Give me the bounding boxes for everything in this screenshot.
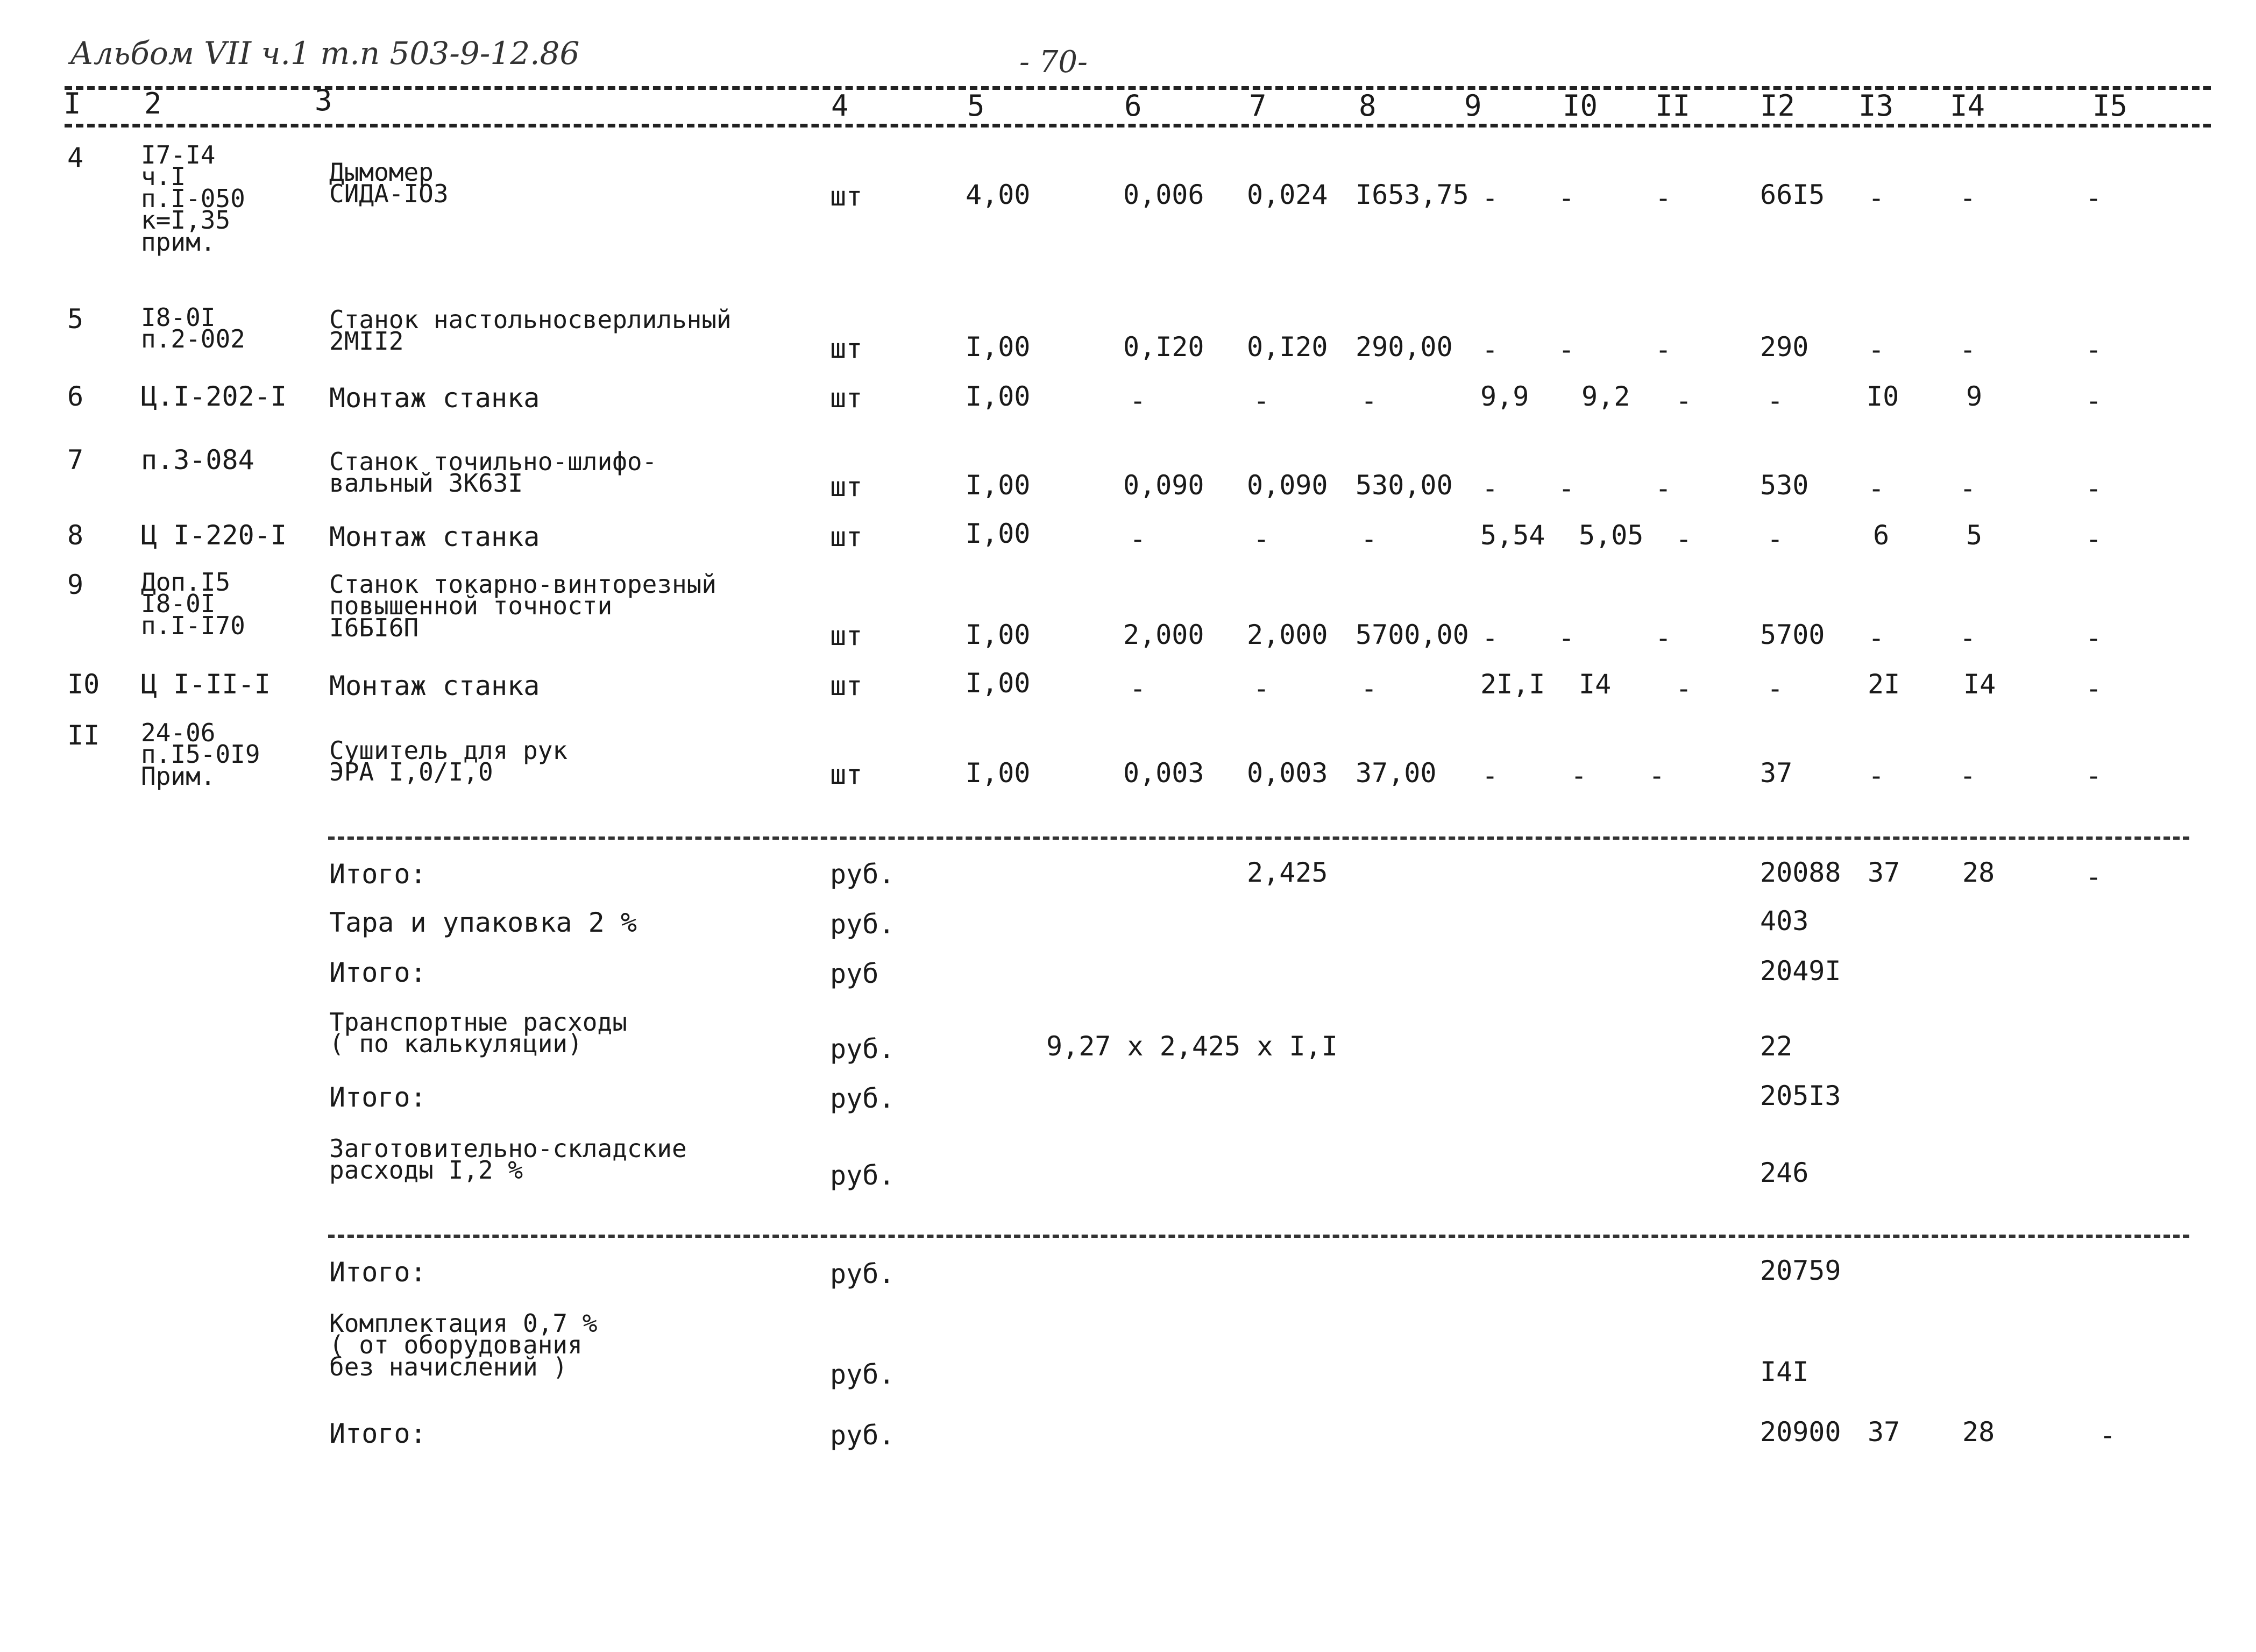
col7-value: 0,003 [1247, 757, 1328, 789]
col12-value: 530 [1760, 470, 1809, 501]
col15-value: - [2085, 622, 2102, 654]
col9-value: - [1481, 334, 1499, 365]
col6-value: 2,000 [1123, 619, 1204, 650]
col10-value: - [1570, 760, 1587, 791]
summary-unit: руб. [830, 1033, 895, 1065]
col6-value: - [1129, 385, 1146, 416]
col8-value: - [1360, 523, 1378, 555]
col13-value: - [1868, 473, 1885, 504]
summary-label: Итого: [329, 1257, 427, 1288]
col11-value: - [1655, 622, 1672, 654]
unit: шт [830, 620, 863, 651]
summary-col14: 28 [1962, 857, 1995, 888]
item-name: Станок настольносверлильный 2МII2 [329, 305, 732, 356]
col11-value: - [1655, 473, 1672, 504]
column-header-5: 5 [967, 89, 985, 123]
column-header-8: 8 [1359, 89, 1377, 123]
col6-value: - [1129, 523, 1146, 555]
col15-value: - [2085, 385, 2102, 416]
col9-value: - [1481, 182, 1499, 214]
col12-value: 37 [1760, 757, 1793, 789]
col8-value: 290,00 [1356, 331, 1453, 363]
col9-value: - [1481, 622, 1499, 654]
col6-value: - [1129, 673, 1146, 704]
col7-value: 0,I20 [1247, 331, 1328, 363]
item-name: Монтаж станка [329, 521, 540, 552]
column-header-12: I2 [1760, 89, 1796, 123]
row-number: 4 [67, 142, 84, 173]
quantity: I,00 [966, 518, 1031, 549]
norm-code: Доп.I5 I8-0I п.I-I70 [141, 568, 245, 640]
norm-code: I7-I4 ч.I п.I-050 к=I,35 прим. [141, 140, 245, 257]
col12-value: - [1767, 673, 1784, 704]
column-header-9: 9 [1464, 89, 1482, 123]
item-name: Монтаж станка [329, 382, 540, 414]
col13-value: 2I [1868, 669, 1900, 700]
norm-code: I8-0I п.2-002 [141, 303, 245, 354]
column-header-7: 7 [1249, 89, 1267, 123]
page-number: - 70- [1019, 45, 1088, 80]
summary-unit: руб. [830, 859, 895, 890]
summary-col12: 20900 [1760, 1416, 1841, 1448]
col7-value: 0,024 [1247, 179, 1328, 210]
summary-label: Итого: [329, 957, 427, 988]
quantity: I,00 [966, 757, 1031, 789]
col15-value: - [2085, 473, 2102, 504]
col7-value: 2,000 [1247, 619, 1328, 650]
row-number: II [67, 720, 100, 751]
row-number: 6 [67, 381, 84, 412]
col10-value: - [1558, 182, 1575, 214]
summary-col12: 2049I [1760, 955, 1841, 987]
col8-value: 37,00 [1356, 757, 1437, 789]
col12-value: 5700 [1760, 619, 1825, 650]
col10-value: I4 [1579, 669, 1612, 700]
norm-code: Ц I-220-I [141, 520, 287, 551]
transport-formula: 9,27 х 2,425 х I,I [1046, 1031, 1338, 1062]
col6-value: 0,090 [1123, 470, 1204, 501]
col14-value: - [1959, 473, 1976, 504]
summary-col12: 205I3 [1760, 1080, 1841, 1111]
unit: шт [830, 471, 863, 502]
quantity: I,00 [966, 381, 1031, 412]
column-header-13: I3 [1858, 89, 1894, 123]
summary-col12: 22 [1760, 1031, 1793, 1062]
col13-value: 6 [1873, 520, 1890, 551]
col14-value: 5 [1966, 520, 1983, 551]
col14-value: - [1959, 182, 1976, 214]
summary-label: Итого: [329, 859, 427, 890]
col15-value: - [2085, 673, 2102, 704]
col8-value: 530,00 [1356, 470, 1453, 501]
column-header-15: I5 [2092, 89, 2128, 123]
summary-col15: - [2099, 1420, 2116, 1451]
col13-value: - [1868, 760, 1885, 791]
norm-code: п.3-084 [141, 444, 254, 476]
col13-value: - [1868, 334, 1885, 365]
summary-col13: 37 [1868, 857, 1900, 888]
row-number: 5 [67, 303, 84, 335]
summary-unit: руб. [830, 1160, 895, 1191]
column-header-3: 3 [315, 83, 332, 117]
col14-value: - [1959, 334, 1976, 365]
col9-value: - [1481, 760, 1499, 791]
summary-col12: 403 [1760, 905, 1809, 937]
col13-value: - [1868, 622, 1885, 654]
item-name: Станок точильно-шлифо- вальный 3К63I [329, 447, 657, 498]
summary-col12: 20088 [1760, 857, 1841, 888]
col10-value: - [1558, 334, 1575, 365]
col15-value: - [2085, 760, 2102, 791]
unit: шт [830, 333, 863, 364]
summary-unit: руб. [830, 909, 895, 940]
summary-col12: 246 [1760, 1157, 1809, 1188]
item-name: Сушитель для рук ЭРА I,0/I,0 [329, 736, 568, 787]
col10-value: 9,2 [1581, 381, 1630, 412]
summary-unit: руб. [830, 1258, 895, 1289]
summary-unit: руб. [830, 1083, 895, 1114]
col10-value: - [1558, 473, 1575, 504]
col6-value: 0,I20 [1123, 331, 1204, 363]
col12-value: - [1767, 385, 1784, 416]
unit: шт [830, 382, 863, 414]
col11-value: - [1675, 673, 1692, 704]
summary-label: Комплектация 0,7 % ( от оборудования без начислений ) [329, 1309, 598, 1381]
col10-value: 5,05 [1579, 520, 1644, 551]
summary-label: Заготовительно-складские расходы I,2 % [329, 1134, 687, 1185]
summary-col12: 20759 [1760, 1255, 1841, 1286]
unit: шт [830, 759, 863, 790]
column-header-6: 6 [1124, 89, 1142, 123]
summary-unit: руб. [830, 1420, 895, 1451]
summary-label: Итого: [329, 1418, 427, 1449]
header-bottom-rule [65, 124, 2211, 127]
row-number: 9 [67, 569, 84, 600]
quantity: I,00 [966, 331, 1031, 363]
col14-value: 9 [1966, 381, 1983, 412]
col8-value: - [1360, 673, 1378, 704]
unit: шт [830, 670, 863, 701]
column-header-1: I [63, 87, 81, 120]
quantity: 4,00 [966, 179, 1031, 210]
column-header-10: I0 [1563, 89, 1598, 123]
summary-col15: - [2085, 861, 2102, 892]
column-header-11: II [1655, 89, 1691, 123]
col14-value: - [1959, 622, 1976, 654]
summary-unit: руб [830, 958, 879, 989]
item-name: Дымомер СИДА-IO3 [329, 158, 449, 209]
col11-value: - [1675, 523, 1692, 555]
section-divider [328, 836, 2189, 840]
col11-value: - [1675, 385, 1692, 416]
col9-value: 5,54 [1480, 520, 1545, 551]
summary-col7: 2,425 [1247, 857, 1328, 888]
col12-value: 290 [1760, 331, 1809, 363]
summary-col12: I4I [1760, 1356, 1809, 1387]
item-name: Станок токарно-винторезный повышенной точности I6БI6П [329, 570, 717, 642]
col13-value: - [1868, 182, 1885, 214]
col15-value: - [2085, 334, 2102, 365]
col15-value: - [2085, 182, 2102, 214]
section-divider [328, 1235, 2189, 1238]
col9-value: 2I,I [1480, 669, 1545, 700]
column-header-2: 2 [144, 87, 162, 120]
column-header-4: 4 [831, 89, 849, 123]
col15-value: - [2085, 523, 2102, 555]
row-number: I0 [67, 669, 100, 700]
summary-col13: 37 [1868, 1416, 1900, 1448]
column-header-14: I4 [1950, 89, 1985, 123]
col7-value: 0,090 [1247, 470, 1328, 501]
norm-code: Ц.I-202-I [141, 381, 287, 412]
quantity: I,00 [966, 470, 1031, 501]
summary-label: Итого: [329, 1082, 427, 1113]
unit: шт [830, 521, 863, 552]
col8-value: 5700,00 [1356, 619, 1469, 650]
norm-code: Ц I-II-I [141, 669, 271, 700]
row-number: 8 [67, 520, 84, 551]
summary-label: Тара и упаковка 2 % [329, 907, 637, 938]
summary-col14: 28 [1962, 1416, 1995, 1448]
quantity: I,00 [966, 668, 1031, 699]
album-reference: Альбом VII ч.1 т.п 503-9-12.86 [70, 35, 580, 72]
col9-value: - [1481, 473, 1499, 504]
row-number: 7 [67, 444, 84, 476]
col10-value: - [1558, 622, 1575, 654]
col7-value: - [1253, 673, 1270, 704]
col14-value: I4 [1963, 669, 1996, 700]
col14-value: - [1959, 760, 1976, 791]
col11-value: - [1655, 334, 1672, 365]
quantity: I,00 [966, 619, 1031, 650]
unit: шт [830, 181, 863, 212]
col9-value: 9,9 [1480, 381, 1529, 412]
col8-value: - [1360, 385, 1378, 416]
col13-value: I0 [1867, 381, 1899, 412]
col6-value: 0,006 [1123, 179, 1204, 210]
summary-unit: руб. [830, 1359, 895, 1390]
col11-value: - [1648, 760, 1665, 791]
col8-value: I653,75 [1356, 179, 1469, 210]
norm-code: 24-06 п.I5-0I9 Прим. [141, 718, 260, 791]
col12-value: - [1767, 523, 1784, 555]
item-name: Монтаж станка [329, 670, 540, 701]
col11-value: - [1655, 182, 1672, 214]
col6-value: 0,003 [1123, 757, 1204, 789]
col7-value: - [1253, 385, 1270, 416]
col12-value: 66I5 [1760, 179, 1825, 210]
col7-value: - [1253, 523, 1270, 555]
summary-label: Транспортные расходы ( по калькуляции) [329, 1008, 627, 1059]
